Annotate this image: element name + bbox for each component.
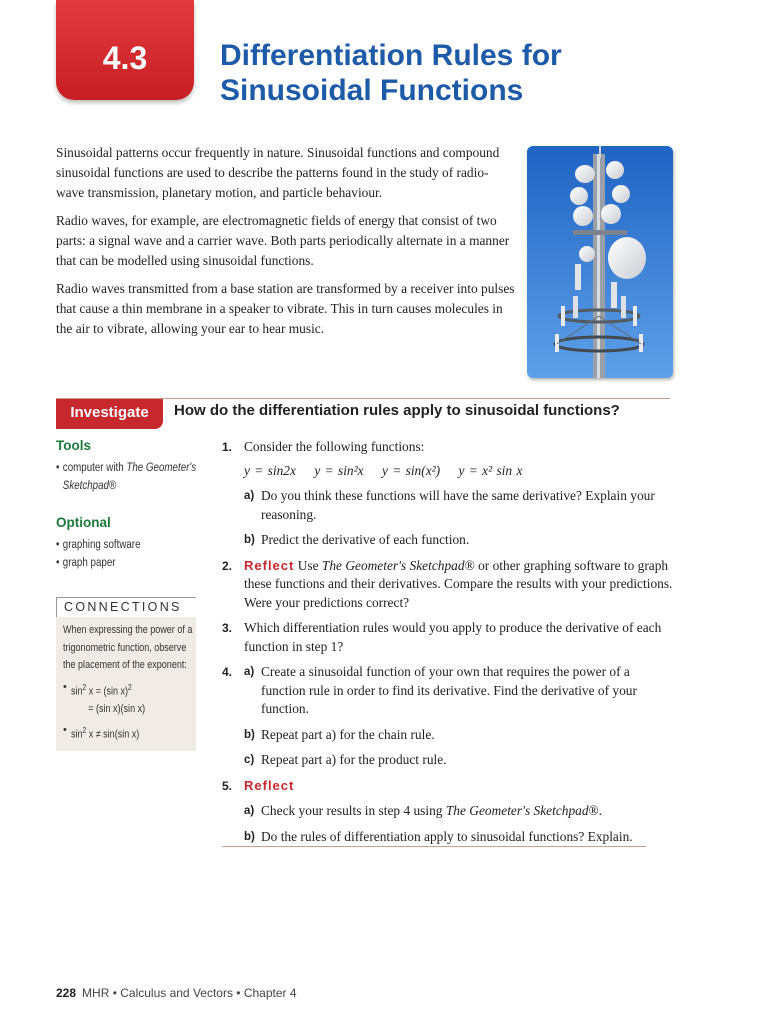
tools-item-line2-italic: Sketchpad [62,480,110,492]
step-number: 3. [222,621,233,635]
connections-line: When expressing the power of a [63,624,193,636]
tools-heading: Tools [56,438,91,453]
section-number: 4.3 [102,40,148,76]
step-5b [244,828,677,847]
sub-label: b) [244,534,255,546]
step-5a-italic: The Geometer's Sketchpad [445,803,589,818]
page-footer [56,986,297,1000]
tools-item-line2-suffix: ® [109,480,117,492]
sub-label: c) [244,754,255,766]
step-5a [244,802,677,821]
sidebar [56,438,198,582]
step-5a-text-a: Check your results in step 4 using [261,803,446,818]
reflect-label: Reflect [244,557,295,573]
step-2-text-b: ® or other graphing software to graph these functions and their derivatives. Compare the results with your predictions. Were your predictions correct? [244,557,673,610]
step-5a-text-b: ®. [588,803,603,818]
page-title [220,38,700,108]
optional-heading: Optional [56,515,111,530]
step-5 [222,777,677,847]
function-item: y = x² sin x [458,462,523,478]
sub-text: Repeat part a) for the chain rule. [261,726,435,742]
function-list [244,462,677,481]
eq2-sin: sin [71,728,83,741]
sub-label: b) [244,830,255,843]
eq1-continued: = (sin x)(sin x) [88,702,146,715]
radio-tower-photo [527,146,673,378]
step-number: 1. [222,440,233,454]
connections-body [56,617,196,751]
function-item: y = sin2x [244,462,296,478]
radio-tower-image [527,146,673,378]
sub-text: Do you think these functions will have the same derivative? Explain your reasoning. [261,488,655,522]
step-2-italic: The Geometer's Sketchpad [321,557,465,573]
step-1b [244,531,677,550]
intro-text [56,143,516,347]
optional-list [56,536,198,572]
bottom-rule [222,846,646,847]
reflect-label: Reflect [244,777,295,793]
sub-label: a) [244,490,255,502]
page-number: 228 [56,986,77,1000]
section-tab [56,0,194,100]
eq1-rhs: x = (sin x) [86,685,129,698]
connections-equation-1 [63,679,190,719]
step-text [244,557,677,613]
tools-item-prefix: computer with [62,462,127,474]
function-item: y = sin(x²) [381,462,441,478]
investigate-question: How do the differentiation rules apply to sinusoidal functions? [174,402,620,419]
connections-line: trigonometric function, observe [63,641,187,654]
sub-label: b) [244,728,255,741]
connections-box [56,597,196,751]
intro-paragraph-3: Radio waves transmitted from a base station are transformed by a receiver into pulses that cause a thin membrane in a speaker to vibrate. This in turn causes molecules in the air to vibrate, allowing your ear to hear music. [56,281,515,336]
function-item: y = sin²x [314,462,364,478]
sub-label: a) [244,666,255,678]
footer-text: MHR • Calculus and Vectors • Chapter 4 [82,986,297,1000]
title-line-2: Sinusoidal Functions [220,74,524,107]
eq2-rhs: x ≠ sin(sin x) [86,728,140,741]
tools-list [56,459,198,495]
tools-item-italic: The Geometer's [126,462,197,474]
eq1-sin: sin [71,685,83,698]
step-2 [222,557,677,613]
eq1-rhs-sup: 2 [128,682,132,692]
investigate-badge: Investigate [56,399,163,429]
investigate-steps [222,438,677,853]
step-2-text-a: Use [294,557,322,573]
eq1-sup: 2 [82,682,87,692]
step-4 [222,663,677,770]
step-4b [244,726,677,745]
step-1a [244,487,677,524]
intro-paragraph-2: Radio waves, for example, are electromagnetic fields of energy that consist of two parts: a signal wave and a carrier wave. Both parts periodically alternate in a manner that can be modelled using sinusoidal functions. [56,213,510,268]
sub-label: a) [244,805,255,817]
sub-text: Create a sinusoidal function of your own that requires the power of a function rule in order to find its derivative. Find the derivative of your function. [261,664,637,716]
step-text: Which differentiation rules would you apply to produce the derivative of each function in step 1? [244,620,662,654]
connections-line: the placement of the exponent: [63,659,187,671]
intro-paragraph-1: Sinusoidal patterns occur frequently in nature. Sinusoidal functions and compound sinusoidal functions are used to describe the patterns found in the study of radio-wave transmission, planetary motion, and particle behaviour. [56,145,500,200]
sub-text [261,802,677,821]
connections-heading: CONNECTIONS [56,597,196,617]
sub-text: Repeat part a) for the product rule. [261,752,447,767]
step-number: 5. [222,778,233,793]
optional-item: • graph paper [56,554,177,572]
step-3 [222,619,677,656]
step-1 [222,438,677,550]
tools-item [56,459,197,477]
connections-equation-2 [63,722,190,744]
step-4c [244,751,677,770]
sub-text: Do the rules of differentiation apply to sinusoidal functions? Explain. [261,828,633,844]
eq2-sup: 2 [82,726,87,736]
step-4a [244,663,677,719]
tools-item-continued [56,477,177,495]
sub-text: Predict the derivative of each function. [261,532,470,547]
title-line-1: Differentiation Rules for [220,39,562,72]
step-text: Consider the following functions: [244,439,425,454]
step-number: 4. [222,665,233,679]
step-number: 2. [222,558,233,573]
optional-item: • graphing software [56,536,177,554]
